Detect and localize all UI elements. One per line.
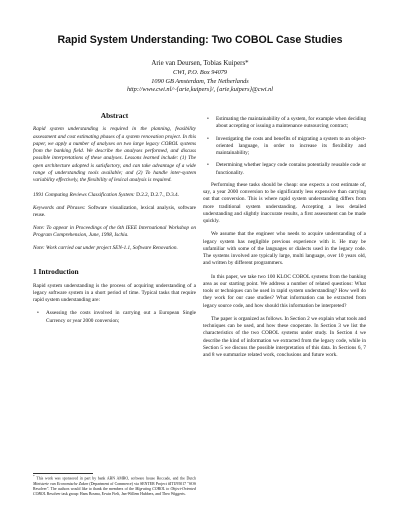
intro-bullet-list-left [33, 310, 196, 325]
left-column [33, 112, 196, 330]
note-2-label: Note: [33, 245, 45, 251]
author-block [0, 60, 400, 95]
author-address-line-3: http://www.cwi.nl/~{arie,kuipers}/, {arie,kuipers}@cwi.nl [127, 86, 273, 94]
keywords-label: Keywords and Phrases: [33, 205, 86, 211]
classification-line [33, 192, 196, 199]
section-heading-introduction: 1 Introduction [33, 267, 79, 277]
intro-paragraph-1: Rapid system understanding is the process of acquiring understanding of a legacy software system in a short period of time. Typical tasks that require rapid system understanding are: [33, 282, 196, 303]
right-column [203, 116, 366, 365]
bullet-icon: • [207, 135, 209, 142]
intro-paragraph-5: The paper is organized as follows. In Section 2 we explain what tools and techniques can be used, and how these cooperate. In Section 3 we list the characteristics of the two COBOL systems under study. In Section 4 we describe the kind of information we extracted from the legacy code, while in Section 5 we discuss the possible interpretation of this data. In Sections 6, 7 and 8 we summarize related work, conclusions and future work. [203, 315, 366, 358]
footnote-divider [33, 473, 93, 474]
footnote-text-b: (Department of Commerce) via SENTER Project #ITU95017 "SOS Resolver". The authors would like to thank the members of the [33, 481, 196, 491]
classification-value: D.2.2, D.2.7., D.3.4. [136, 192, 179, 199]
note-2-text: Work carried out under project SEN-1.1, [45, 245, 132, 251]
intro-paragraph-3: We assume that the engineer who needs to acquire understanding of a legacy system has negligible previous experience with it. He may be unfamiliar with some of the languages or dialects used in the legacy code. The systems involved are typically large, multi language, over 10 years old, and written by different programmers. [203, 231, 366, 267]
note-project [33, 245, 196, 252]
footnote-italic-b: Migrating COBOL to Object-Oriented COBOL [33, 486, 196, 497]
classification-label: 1991 Computing Reviews Classification System: [33, 192, 135, 199]
footnote-italic-a: Ministerie van Economische Zaken [33, 481, 89, 486]
paper-title: Rapid System Understanding: Two COBOL Case Studies [57, 34, 343, 46]
intro-bullet-list-right [203, 116, 366, 177]
intro-paragraph-2: Performing these tasks should be cheap: one expects a cost estimate of, say, a year 2000 conversion to be significantly less expensive than carrying out that conversion. This is where rapid system understanding differs from more traditional system understanding. Accepting a less detailed understanding and slightly inaccurate results, a first assessment can be made quickly. [203, 181, 366, 224]
note-2-italic: Software Renovation. [132, 245, 178, 251]
bullet-text: Determining whether legacy code contains potentially reusable code or functionality. [216, 162, 366, 176]
abstract-text: Rapid system understanding is required in the planning, feasibility assessment and cost estimating phases of a system renovation project. In this paper, we apply a number of analyses on two large legacy COBOL systems from the banking field. We describe the analyses performed, and discuss possible interpretations of these analyses. Lessons learned include: (1) The open architecture adopted is satisfactory, and can take advantage of a wide range of understanding tools available; and (2) To handle inter-system variability effectively, the flexibility of lexical analysis is required. [33, 126, 196, 183]
intro-paragraph-4: In this paper, we take two 100 KLOC COBOL systems from the banking area as our starting point. We address a number of related questions: What tools or techniques can be used in rapid system understanding? How well do they work for our case studies? What information can be extracted from legacy source code, and how should this information be interpreted? [203, 273, 366, 309]
footnote-text-c: Resolver task group: Hans Bosma, Erwin Fielt, Jan-Willem Hubbers, and Theo Wiggerts. [46, 492, 186, 497]
note-1-label: Note: [33, 225, 45, 231]
abstract-heading: Abstract [100, 111, 129, 120]
list-item [203, 136, 366, 158]
bullet-text: Estimating the maintainability of a system, for example when deciding about accepting or issuing a maintenance outsourcing contract; [216, 116, 366, 130]
keywords-line [33, 205, 196, 220]
bullet-text: Assessing the costs involved in carrying out a European Single Currency or year 2000 conversion; [46, 310, 196, 324]
author-address-line-1: CWI, P.O. Box 94079 [172, 68, 228, 76]
footnote-mark: * [33, 474, 35, 478]
list-item [203, 162, 366, 177]
author-address-line-2: 1090 GB Amsterdam, The Netherlands [151, 77, 249, 85]
note-proceedings [33, 225, 196, 240]
list-item [203, 116, 366, 131]
note-1-text: To appear in Proceedings of the 6th IEEE International Workshop on Program Comprehension, June, 1998, Ischia. [33, 225, 197, 239]
keywords-value: Software visualization, lexical analysis, software reuse. [33, 205, 196, 219]
list-item [33, 310, 196, 325]
author-names: Arie van Deursen, Tobias Kuipers* [151, 60, 249, 67]
footnote-text-a: This work was sponsored in part by bank ABN AMRO, software house Roccade, and the Dutch [36, 476, 196, 481]
bullet-icon: • [207, 116, 209, 122]
bullet-icon: • [37, 310, 39, 317]
bullet-icon: • [207, 162, 209, 169]
footnote [33, 476, 196, 497]
bullet-text: Investigating the costs and benefits of migrating a system to an object-oriented language, in order to increase its flexibility and maintainability; [216, 135, 366, 156]
